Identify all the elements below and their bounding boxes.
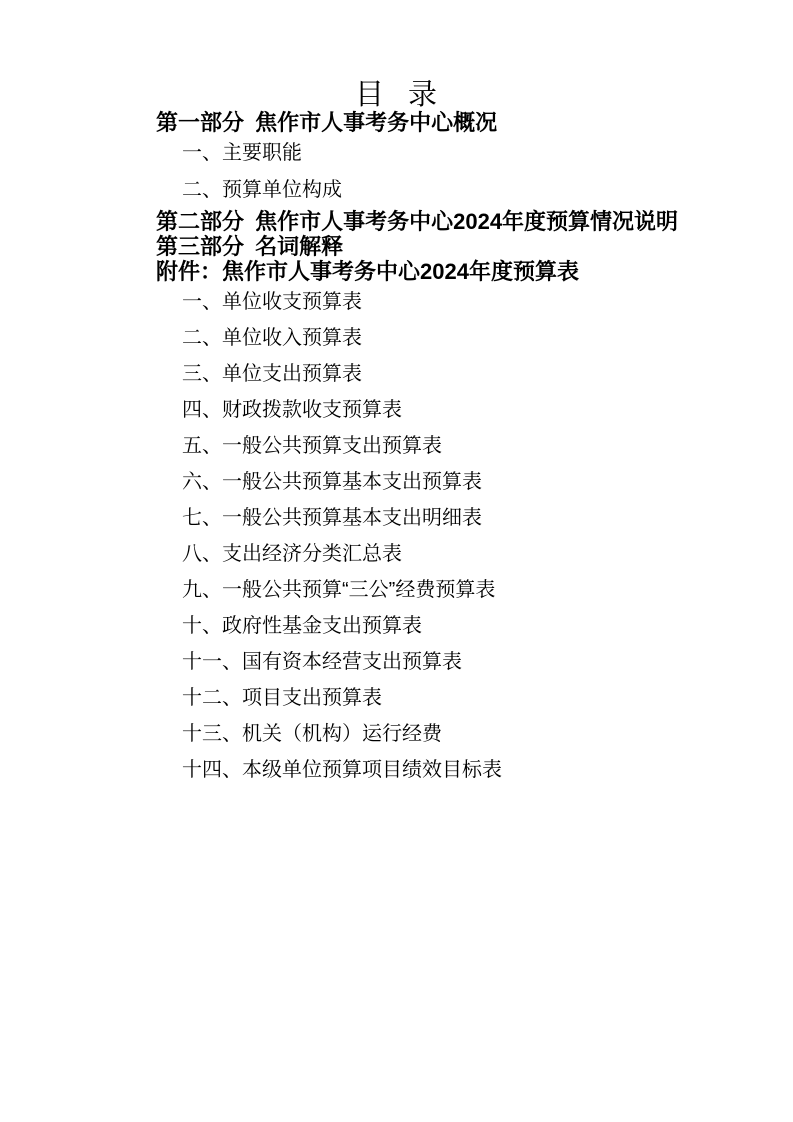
toc-item: 四、财政拨款收支预算表 bbox=[182, 399, 402, 421]
toc-item: 一、单位收支预算表 bbox=[182, 291, 362, 313]
toc-item: 十、政府性基金支出预算表 bbox=[182, 615, 422, 637]
toc-section-heading-part2: 第二部分 焦作市人事考务中心2024年度预算情况说明 bbox=[156, 209, 679, 234]
toc-item: 六、一般公共预算基本支出预算表 bbox=[182, 471, 482, 493]
toc-item: 二、预算单位构成 bbox=[182, 179, 342, 201]
toc-item: 十四、本级单位预算项目绩效目标表 bbox=[182, 759, 502, 781]
toc-section-heading-attachments: 附件：焦作市人事考务中心2024年度预算表 bbox=[156, 259, 579, 284]
toc-item: 九、一般公共预算“三公”经费预算表 bbox=[182, 579, 496, 601]
document-title: 目 录 bbox=[354, 79, 439, 111]
toc-item: 三、单位支出预算表 bbox=[182, 363, 362, 385]
toc-item: 十一、国有资本经营支出预算表 bbox=[182, 651, 462, 673]
toc-item: 七、一般公共预算基本支出明细表 bbox=[182, 507, 482, 529]
toc-section-heading-part1: 第一部分 焦作市人事考务中心概况 bbox=[156, 110, 498, 135]
toc-part1-item-list bbox=[156, 135, 793, 209]
toc-attachment-item-list bbox=[156, 284, 793, 788]
toc-item: 十三、机关（机构）运行经费 bbox=[182, 723, 442, 745]
toc-item: 一、主要职能 bbox=[182, 142, 302, 164]
toc-section-heading-part3: 第三部分 名词解释 bbox=[156, 234, 344, 259]
toc-item: 五、一般公共预算支出预算表 bbox=[182, 435, 442, 457]
toc-item: 八、支出经济分类汇总表 bbox=[182, 543, 402, 565]
toc-item: 二、单位收入预算表 bbox=[182, 327, 362, 349]
toc-item: 十二、项目支出预算表 bbox=[182, 687, 382, 709]
